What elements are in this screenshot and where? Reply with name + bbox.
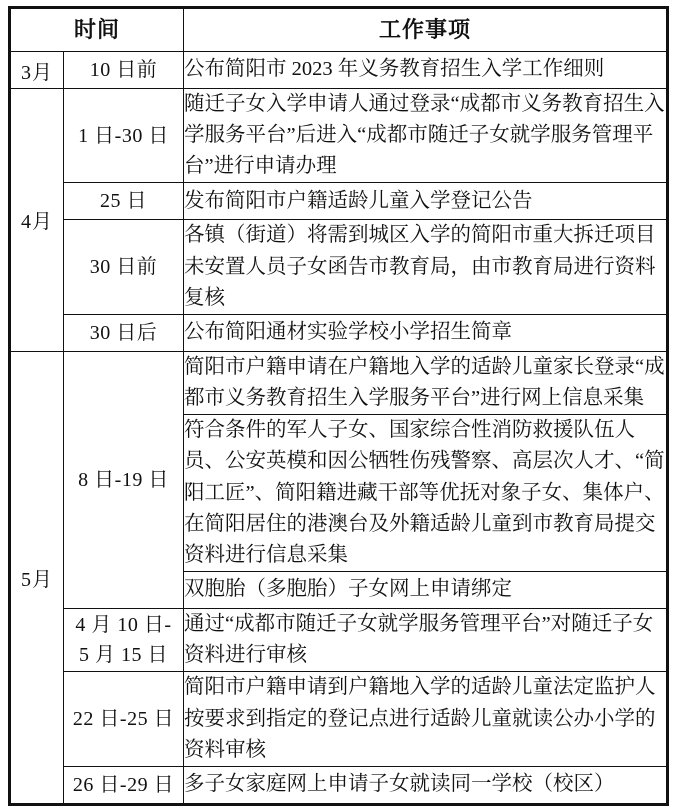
- date-line: 30 日后: [89, 321, 158, 344]
- table-row: [10, 183, 668, 220]
- task-cell: 公布简阳市 2023 年义务教育招生入学工作细则: [184, 52, 668, 89]
- task-cell: 随迁子女入学申请人通过登录“成都市义务教育招生入学服务平台”后进入“成都市随迁子女就学服务管理平台”进行申请办理: [184, 89, 668, 183]
- date-cell: [64, 314, 184, 351]
- task-cell: 发布简阳市户籍适龄儿童入学登记公告: [184, 183, 668, 220]
- month-label-march: 3月: [10, 52, 64, 89]
- task-cell: 简阳市户籍申请到户籍地入学的适龄儿童法定监护人按要求到指定的登记点进行适龄儿童就读公办小学的资料审核: [184, 672, 668, 766]
- table-header-row: [10, 8, 668, 52]
- date-line: 8 日-19 日: [78, 468, 169, 491]
- date-line: 30 日前: [89, 256, 158, 279]
- table-row: [10, 220, 668, 314]
- table-row: [10, 766, 668, 804]
- date-line: 5 月 15 日: [79, 644, 168, 667]
- date-cell: [64, 89, 184, 183]
- date-cell: [64, 766, 184, 804]
- month-label-may: 5月: [10, 351, 64, 804]
- table-row: [10, 52, 668, 89]
- date-cell: [64, 52, 184, 89]
- month-label-april: 4月: [10, 89, 64, 352]
- date-line: 4 月 10 日-: [75, 614, 172, 637]
- column-header-task: 工作事项: [184, 8, 668, 52]
- table-row: [10, 609, 668, 672]
- date-line: 10 日前: [89, 59, 158, 81]
- task-cell: 通过“成都市随迁子女就学服务管理平台”对随迁子女资料进行审核: [184, 609, 668, 672]
- date-cell: [64, 609, 184, 672]
- task-cell: 各镇（街道）将需到城区入学的简阳市重大拆迁项目未安置人员子女函告市教育局，由市教育局进行资料复核: [184, 220, 668, 314]
- date-line: 25 日: [100, 190, 147, 213]
- date-line: 1 日-30 日: [78, 124, 169, 147]
- schedule-table: [8, 6, 669, 806]
- task-cell: 符合条件的军人子女、国家综合性消防救援队伍人员、公安英模和因公牺牲伤残警察、高层次人才、“简阳工匠”、简阳籍进藏干部等优抚对象子女、集体户、在简阳居住的港澳台及外籍适龄儿童到市教育局提交资料进行信息采集: [184, 415, 668, 572]
- task-cell: 多子女家庭网上申请子女就读同一学校（校区）: [184, 766, 668, 804]
- task-cell: 公布简阳通材实验学校小学招生简章: [184, 314, 668, 351]
- date-cell: [64, 672, 184, 766]
- date-cell: [64, 183, 184, 220]
- table-row: [10, 314, 668, 351]
- column-header-time: 时间: [10, 8, 184, 52]
- date-line: 22 日-25 日: [72, 708, 175, 731]
- table-row: [10, 672, 668, 766]
- task-cell: 简阳市户籍申请在户籍地入学的适龄儿童家长登录“成都市义务教育招生入学服务平台”进行网上信息采集: [184, 351, 668, 414]
- table-row: [10, 351, 668, 414]
- table-row: [10, 89, 668, 183]
- date-cell: [64, 220, 184, 314]
- date-cell: [64, 351, 184, 608]
- date-line: 26 日-29 日: [72, 773, 175, 796]
- task-cell: 双胞胎（多胞胎）子女网上申请绑定: [184, 572, 668, 609]
